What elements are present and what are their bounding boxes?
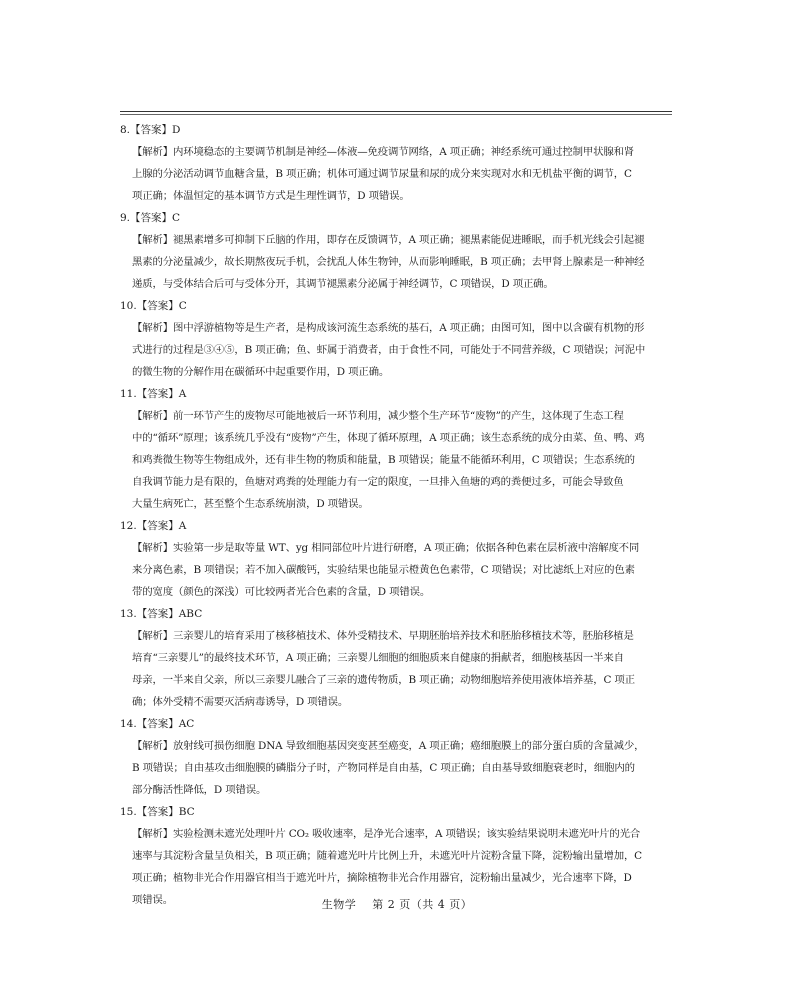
answer-label: 13.【答案】ABC	[120, 608, 203, 620]
question-13	[120, 603, 676, 713]
explanation-line: 【解析】放射线可损伤细胞 DNA 导致细胞基因突变甚至癌变，A 项正确；癌细胞膜上的部分蛋白质的含量减少，	[132, 740, 645, 752]
explanation-line: 自我调节能力是有限的，鱼塘对鸡粪的处理能力有一定的限度，一旦排入鱼塘的鸡的粪便过多，可能会导致鱼	[132, 476, 624, 488]
page-footer: 生物学 第 2 页（共 4 页）	[321, 898, 473, 911]
explanation-line: 带的宽度（颜色的深浅）可比较两者光合色素的含量，D 项错误。	[132, 586, 431, 598]
answer-label: 15.【答案】BC	[120, 806, 195, 818]
explanation-line: 项正确；植物非光合作用器官相当于遮光叶片，摘除植物非光合作用器官，淀粉输出量减少，光合速率下降，D	[132, 872, 632, 884]
explanation-line: 【解析】三亲婴儿的培育采用了核移植技术、体外受精技术、早期胚胎培养技术和胚胎移植技术等，胚胎移植是	[132, 630, 634, 642]
explanation-line: 培育“三亲婴儿”的最终技术环节，A 项正确；三亲婴儿细胞的细胞质来自健康的捐献者，细胞核基因一半来自	[132, 652, 624, 664]
answer-label: 11.【答案】A	[120, 388, 187, 400]
header-rule	[120, 111, 672, 112]
explanation-line: 项正确；体温恒定的基本调节方式是生理性调节，D 项错误。	[132, 190, 410, 202]
explanation-line: 项错误。	[132, 894, 173, 906]
explanation-line: 【解析】实验第一步是取等量 WT、yg 相同部位叶片进行研磨，A 项正确；依据各种色素在层析液中溶解度不同	[132, 542, 640, 554]
explanation-line: 确；体外受精不需要灭活病毒诱导，D 项错误。	[132, 696, 349, 708]
answer-label: 9.【答案】C	[120, 212, 181, 224]
answer-label: 12.【答案】A	[120, 520, 187, 532]
answer-list	[120, 119, 676, 911]
question-8	[120, 119, 676, 207]
question-12	[120, 515, 676, 603]
explanation-line: 部分酶活性降低，D 项错误。	[132, 784, 267, 796]
explanation-line: 【解析】前一环节产生的废物尽可能地被后一环节利用，减少整个生产环节“废物”的产生，这体现了生态工程	[132, 410, 624, 422]
explanation-line: 和鸡粪微生物等生物组成外，还有非生物的物质和能量，B 项错误；能量不能循环利用，C 项错误；生态系统的	[132, 454, 635, 466]
explanation-line: 式进行的过程是③④⑤，B 项正确；鱼、虾属于消费者，由于食性不同，可能处于不同营养级，C 项错误；河泥中	[132, 344, 646, 356]
explanation-line: B 项错误；自由基攻击细胞膜的磷脂分子时，产物同样是自由基，C 项正确；自由基导致细胞衰老时，细胞内的	[132, 762, 635, 774]
explanation-line: 的微生物的分解作用在碳循环中起重要作用，D 项正确。	[132, 366, 390, 378]
header-rule-thin	[120, 114, 672, 115]
question-11	[120, 383, 676, 515]
explanation-line: 【解析】实验检测未遮光处理叶片 CO₂ 吸收速率，是净光合速率，A 项错误；该实验结果说明未遮光叶片的光合	[132, 828, 641, 840]
explanation-line: 黑素的分泌量减少，故长期熬夜玩手机，会扰乱人体生物钟，从而影响睡眠，B 项正确；去甲肾上腺素是一种神经	[132, 256, 645, 268]
explanation-line: 速率与其淀粉含量呈负相关，B 项正确；随着遮光叶片比例上升，未遮光叶片淀粉含量下降，淀粉输出量增加，C	[132, 850, 642, 862]
explanation-line: 【解析】褪黑素增多可抑制下丘脑的作用，即存在反馈调节，A 项正确；褪黑素能促进睡眠，而手机光线会引起褪	[132, 234, 645, 246]
explanation-line: 大量生病死亡，甚至整个生态系统崩溃，D 项错误。	[132, 498, 369, 510]
question-14	[120, 713, 676, 801]
explanation-line: 上腺的分泌活动调节血糖含量，B 项正确；机体可通过调节尿量和尿的成分来实现对水和无机盐平衡的调节，C	[132, 168, 632, 180]
explanation-line: 中的“循环”原理；该系统几乎没有“废物”产生，体现了循环原理，A 项正确；该生态系统的成分由菜、鱼、鸭、鸡	[132, 432, 645, 444]
question-9	[120, 207, 676, 295]
answer-label: 10.【答案】C	[120, 300, 187, 312]
explanation-line: 【解析】内环境稳态的主要调节机制是神经—体液—免疫调节网络，A 项正确；神经系统可通过控制甲状腺和肾	[132, 146, 635, 158]
explanation-line: 来分离色素，B 项错误；若不加入碳酸钙，实验结果也能显示橙黄色色素带，C 项错误；对比滤纸上对应的色素	[132, 564, 635, 576]
answer-label: 8.【答案】D	[120, 124, 181, 136]
explanation-line: 递质，与受体结合后可与受体分开，其调节褪黑素分泌属于神经调节，C 项错误，D 项正确。	[132, 278, 554, 290]
explanation-line: 【解析】图中浮游植物等是生产者，是构成该河流生态系统的基石，A 项正确；由图可知，图中以含碳有机物的形	[132, 322, 645, 334]
answer-label: 14.【答案】AC	[120, 718, 195, 730]
question-10	[120, 295, 676, 383]
explanation-line: 母亲，一半来自父亲，所以三亲婴儿融合了三亲的遗传物质，B 项正确；动物细胞培养使用液体培养基，C 项正	[132, 674, 635, 686]
question-15	[120, 801, 676, 911]
